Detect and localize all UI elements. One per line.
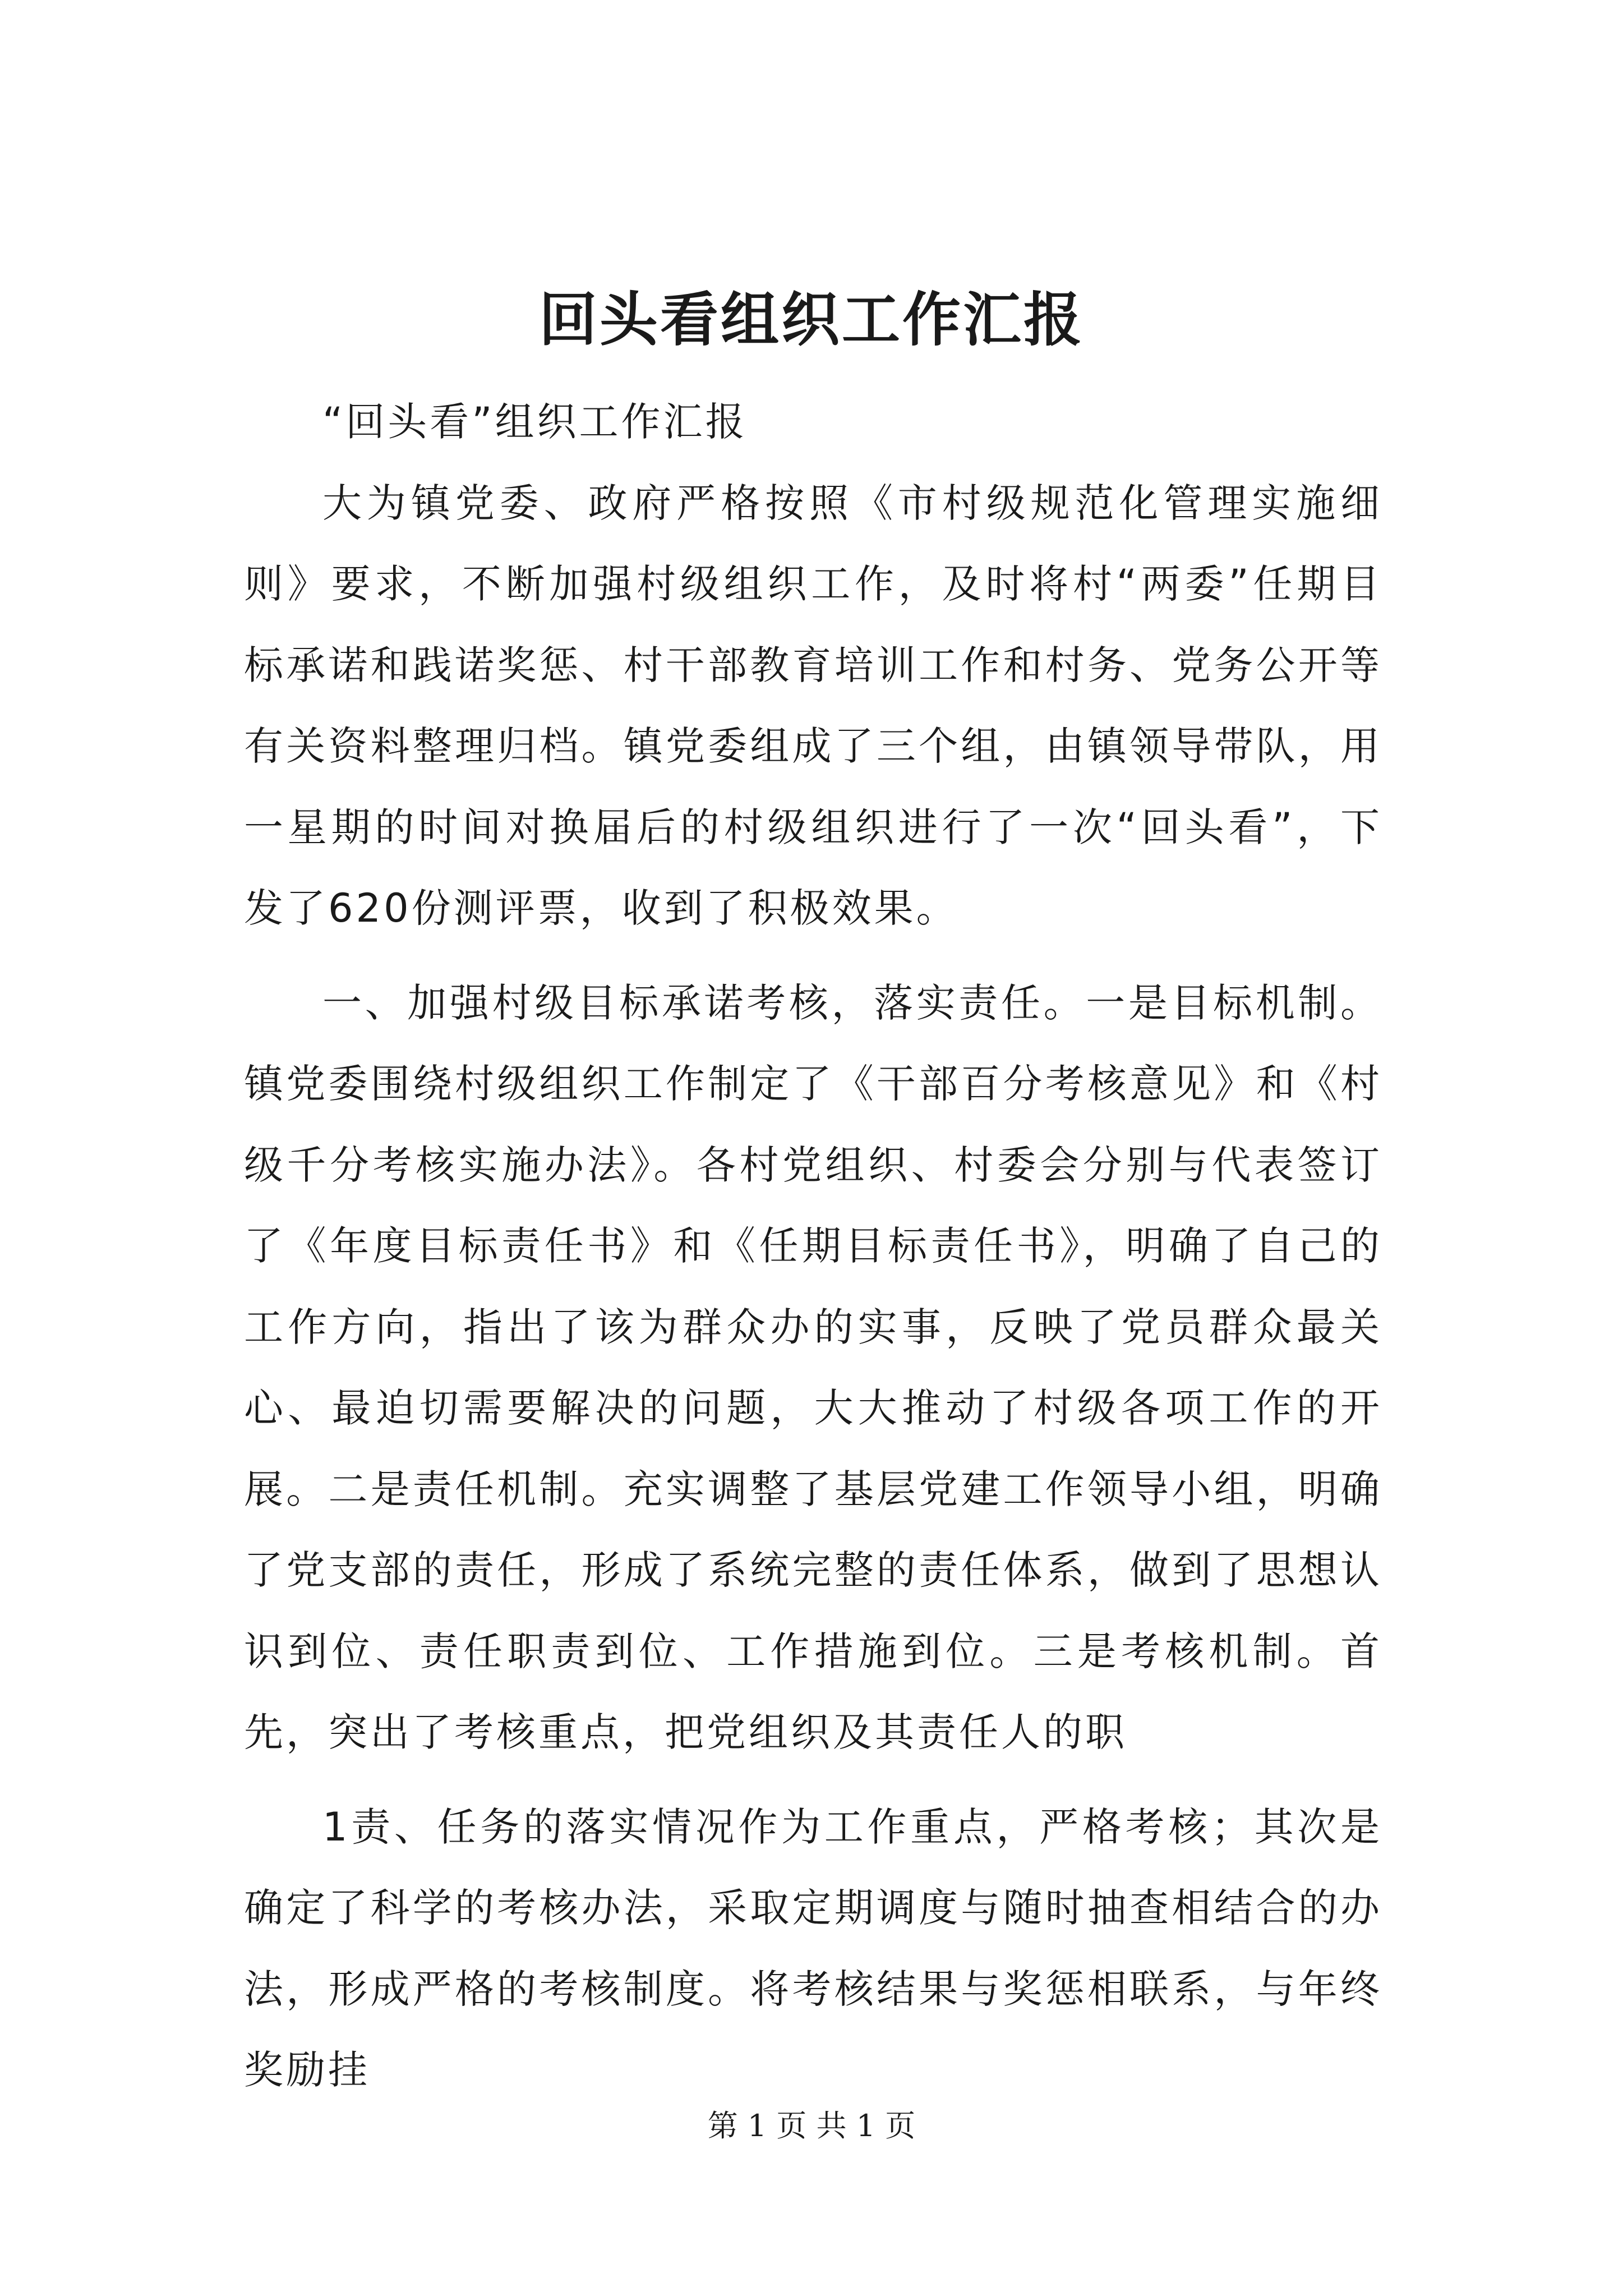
document-body (244, 381, 1382, 2111)
paragraph-subtitle: “回头看”组织工作汇报 (322, 399, 748, 445)
document-title: 回头看组织工作汇报 (538, 285, 1084, 354)
paragraph-section-one: 一、加强村级目标承诺考核，落实责任。一是目标机制。镇党委围绕村级组织工作制定了《干部百分考核意见》和《村级千分考核实施办法》。各村党组织、村委会分别与代表签订了《年度目标责任书》和《任期目标责任书》，明确了自己的工作方向，指出了该为群众办的实事，反映了党员群众最关心、最迫切需要解决的问题，大大推动了村级各项工作的开展。二是责任机制。充实调整了基层党建工作领导小组，明确了党支部的责任，形成了系统完整的责任体系，做到了思想认识到位、责任职责到位、工作措施到位。三是考核机制。首先，突出了考核重点，把党组织及其责任人的职 (244, 979, 1382, 1755)
page-footer: 第 1 页 共 1 页 (707, 2108, 916, 2143)
paragraph-intro: 大为镇党委、政府严格按照《市村级规范化管理实施细则》要求，不断加强村级组织工作，及时将村“两委”任期目标承诺和践诺奖惩、村干部教育培训工作和村务、党务公开等有关资料整理归档。镇党委组成了三个组，由镇领导带队，用一星期的时间对换届后的村级组织进行了一次“回头看”，下发了620份测评票，收到了积极效果。 (244, 480, 1382, 931)
paragraph-continuation: 1责、任务的落实情况作为工作重点，严格考核；其次是确定了科学的考核办法，采取定期调度与随时抽查相结合的办法，形成严格的考核制度。将考核结果与奖惩相联系，与年终奖励挂 (244, 1803, 1382, 2093)
